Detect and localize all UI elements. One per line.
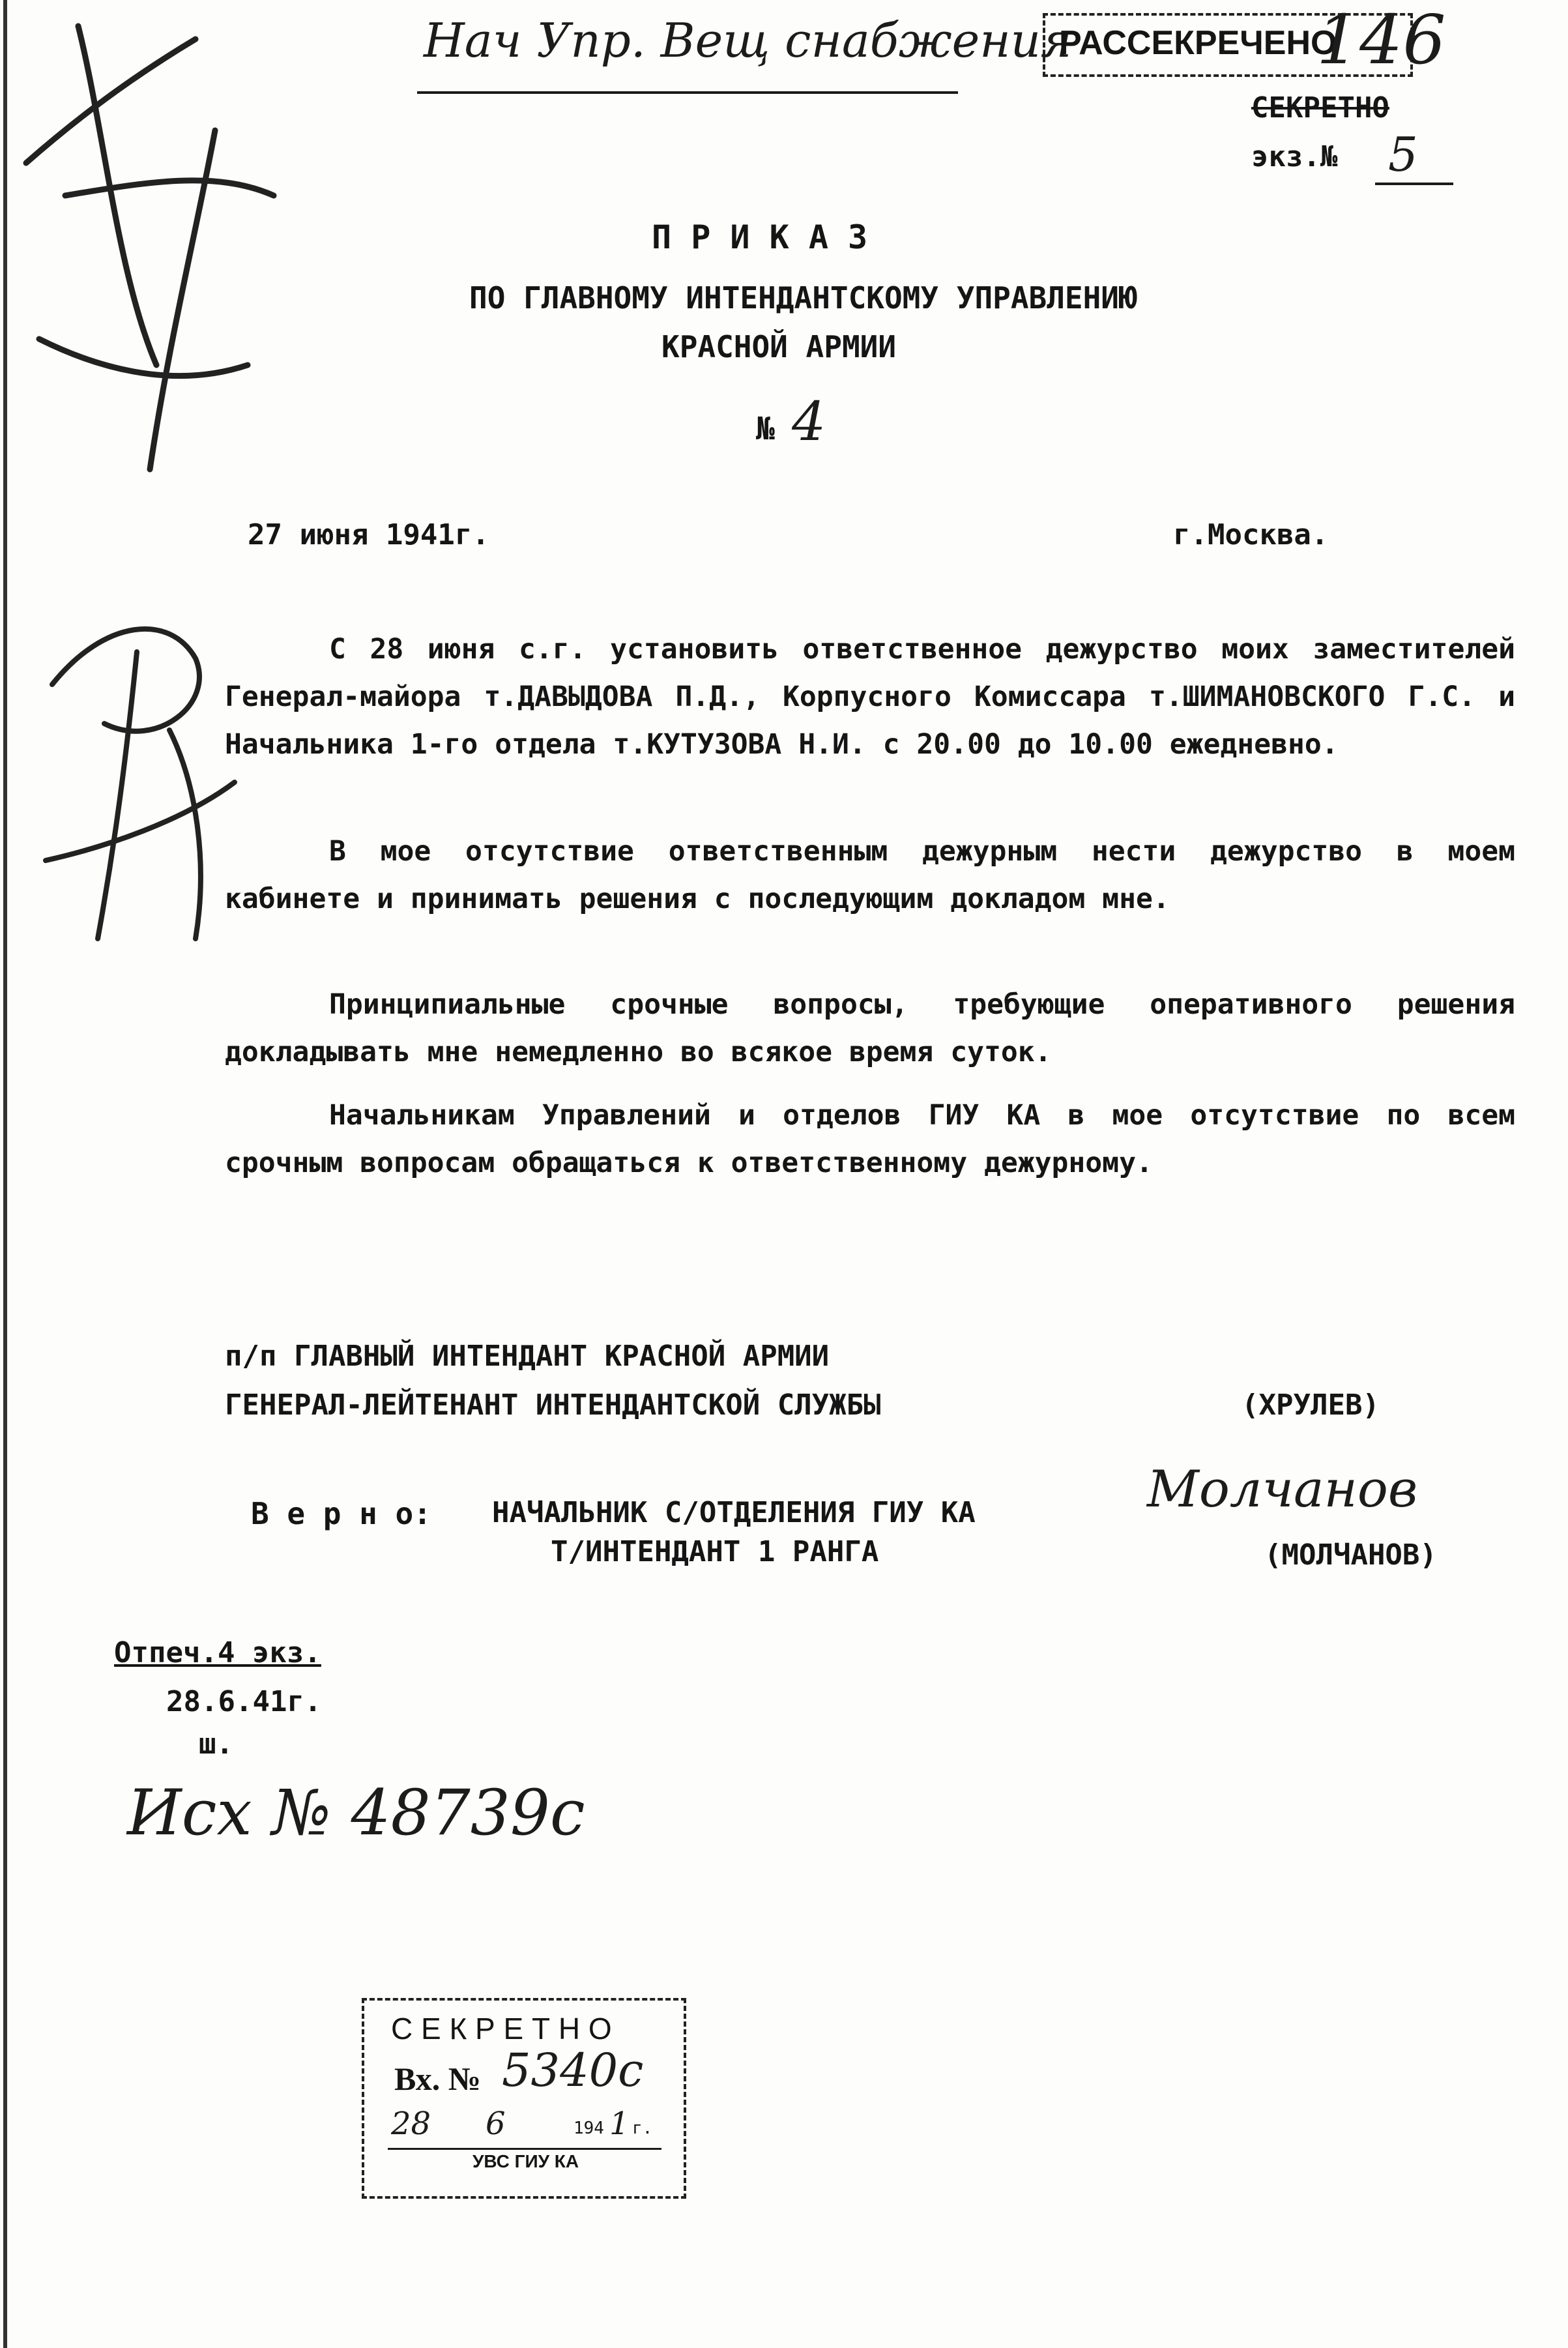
- order-city: г.Москва.: [1173, 518, 1329, 551]
- incoming-stamp-number: 5340с: [502, 2044, 644, 2097]
- margin-resolution-bottom: [46, 629, 235, 939]
- copy-number-underline: [1375, 183, 1453, 185]
- secrecy-label: СЕКРЕТНО: [1251, 91, 1389, 125]
- verified-name: (МОЛЧАНОВ): [1264, 1538, 1437, 1572]
- margin-resolution-top: [26, 26, 274, 469]
- order-org-line2: КРАСНОЙ АРМИИ: [661, 329, 897, 364]
- verified-label: В е р н о:: [251, 1496, 431, 1531]
- print-note-copies: Отпеч.4 экз.: [114, 1636, 321, 1669]
- incoming-stamp-org: УВС ГИУ КА: [472, 2151, 579, 2171]
- order-number: 4: [792, 391, 826, 453]
- paragraph-4: Начальникам Управлений и отделов ГИУ КА в мое отсутствие по всем срочным вопросам обращаться к ответственному дежурному.: [225, 1099, 1515, 1179]
- declass-number: 146: [1316, 0, 1446, 80]
- verified-signature: Молчанов: [1147, 1460, 1418, 1519]
- incoming-stamp-date-suffix: г.: [632, 2119, 653, 2138]
- verified-line1: НАЧАЛЬНИК С/ОТДЕЛЕНИЯ ГИУ КА: [492, 1496, 976, 1529]
- incoming-stamp-day: 28: [391, 2106, 431, 2142]
- copy-label: экз.№: [1251, 140, 1338, 173]
- print-note-date: 28.6.41г.: [166, 1685, 322, 1718]
- order-date: 27 июня 1941г.: [248, 518, 489, 551]
- paragraph-3: Принципиальные срочные вопросы, требующие оперативного решения докладывать мне немедленно во всякое время суток.: [225, 988, 1515, 1068]
- order-org-line1: ПО ГЛАВНОМУ ИНТЕНДАНТСКОМУ УПРАВЛЕНИЮ: [469, 280, 1137, 316]
- copy-number: 5: [1388, 127, 1418, 182]
- paragraph-1: С 28 июня с.г. установить ответственное дежурство моих заместителей Генерал-майора т.ДАВЫДОВА П.Д., Корпусного Комиссара т.ШИМАНОВСКОГО Г.С. и Начальника 1-го отдела т.КУТУЗОВА Н.И. с 20.00 до 10.00 ежедневно.: [225, 633, 1515, 761]
- order-title: П Р И К А З: [652, 218, 868, 256]
- print-note-typist: ш.: [199, 1727, 233, 1761]
- incoming-stamp-label: Вх. №: [394, 2061, 481, 2097]
- verified-line2: Т/ИНТЕНДАНТ 1 РАНГА: [551, 1535, 879, 1568]
- signature-name: (ХРУЛЕВ): [1241, 1388, 1380, 1422]
- incoming-stamp-month: 6: [486, 2106, 506, 2142]
- outgoing-number: Исх № 48739с: [127, 1776, 585, 1849]
- addressee-underline: [417, 91, 958, 94]
- incoming-stamp-title: С Е К Р Е Т Н О: [391, 2012, 612, 2046]
- order-number-label: №: [756, 411, 775, 447]
- incoming-stamp-year-prefix: 194: [573, 2119, 604, 2138]
- declassified-stamp: РАССЕКРЕЧЕНО: [1059, 24, 1337, 62]
- addressee-note: Нач Упр. Вещ снабжения: [424, 13, 1072, 68]
- incoming-stamp-year-digit: 1: [609, 2106, 630, 2142]
- paragraph-2: В мое отсутствие ответственным дежурным нести дежурство в моем кабинете и принимать решения с последующим докладом мне.: [225, 835, 1515, 915]
- incoming-stamp-date-line: [388, 2148, 661, 2150]
- signature-line2: ГЕНЕРАЛ-ЛЕЙТЕНАНТ ИНТЕНДАНТСКОЙ СЛУЖБЫ: [225, 1388, 881, 1422]
- signature-line1: п/п ГЛАВНЫЙ ИНТЕНДАНТ КРАСНОЙ АРМИИ: [225, 1340, 830, 1373]
